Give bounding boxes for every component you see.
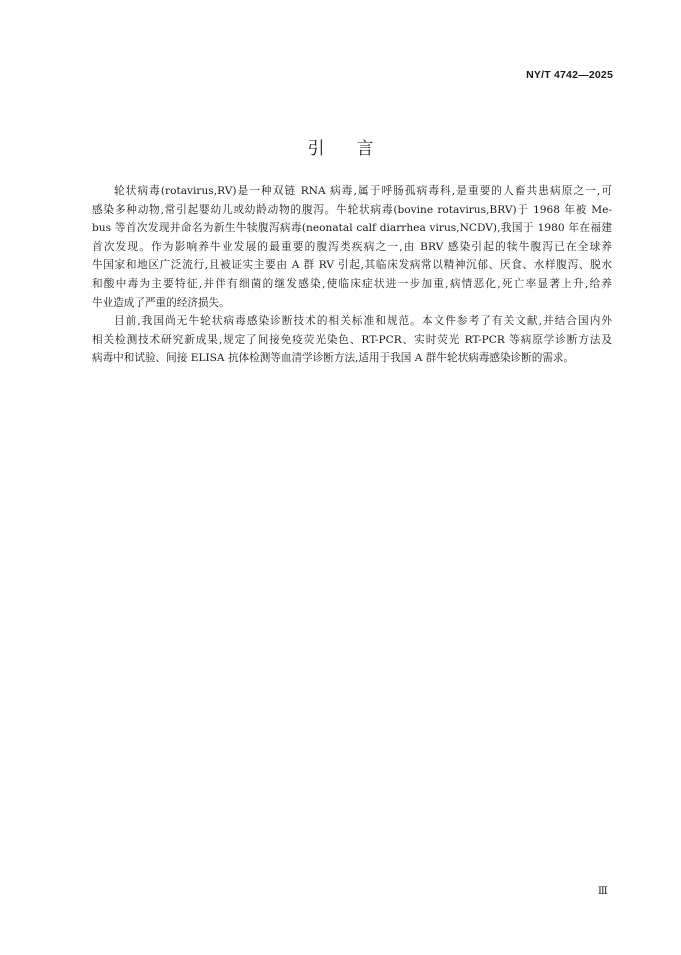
section-title: 引言	[307, 139, 406, 159]
paragraph-1	[92, 182, 612, 312]
standard-number: NY/T 4742—2025	[526, 69, 613, 81]
text-line: 目前,我国尚无牛轮状病毒感染诊断技术的相关标准和规范。本文件参考了有关文献,并结合国内外	[114, 315, 612, 328]
text-line: 首次发现。作为影响养牛业发展的最重要的腹泻类疾病之一,由 BRV 感染引起的犊牛腹泻已在全球养	[92, 240, 612, 253]
text-line: 轮状病毒(rotavirus,RV)是一种双链 RNA 病毒,属于呼肠孤病毒科,是重要的人畜共患病原之一,可	[114, 185, 612, 197]
paragraph-2	[92, 312, 612, 368]
text-line: 牛业造成了严重的经济损失。	[92, 296, 230, 309]
page-number: Ⅲ	[598, 886, 608, 897]
text-line: 牛国家和地区广泛流行,且被证实主要由 A 群 RV 引起,其临床发病常以精神沉郁、厌食、水样腹泻、脱水	[92, 259, 612, 272]
text-line: 相关检测技术研究新成果,规定了间接免疫荧光染色、RT-PCR、实时荧光 RT-PCR 等病原学诊断方法及	[92, 333, 612, 346]
document-body	[92, 182, 612, 368]
text-line: bus 等首次发现并命名为新生牛犊腹泻病毒(neonatal calf diarrhea virus,NCDV),我国于 1980 年在福建	[92, 222, 612, 235]
text-line: 和酸中毒为主要特征,并伴有细菌的继发感染,使临床症状进一步加重,病情恶化,死亡率显著上升,给养	[92, 277, 612, 290]
text-line: 感染多种动物,常引起婴幼儿或幼龄动物的腹泻。牛轮状病毒(bovine rotavirus,BRV)于 1968 年被 Me-	[92, 203, 612, 216]
text-line: 病毒中和试验、间接 ELISA 抗体检测等血清学诊断方法,适用于我国 A 群牛轮状病毒感染诊断的需求。	[92, 352, 575, 365]
